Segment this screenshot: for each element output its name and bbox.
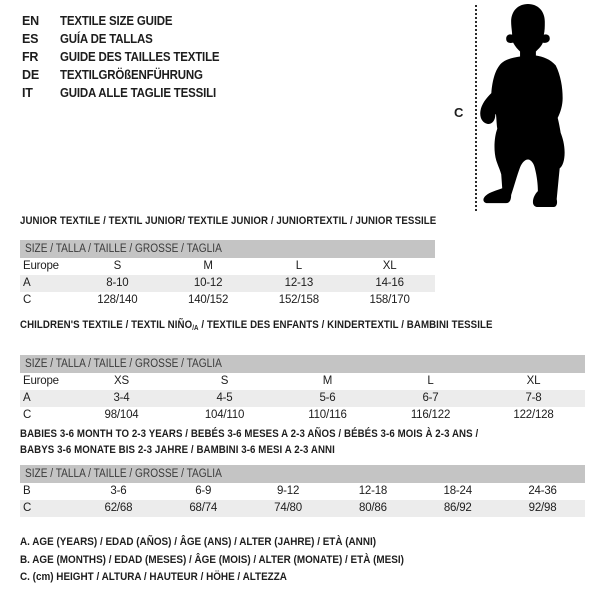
table-row — [20, 390, 585, 407]
row-label: A — [23, 392, 31, 404]
language-label: GUÍA DE TALLAS — [60, 32, 153, 46]
row-label: C — [23, 409, 32, 421]
table-cell: 5-6 — [319, 392, 336, 404]
row-label: Europe — [23, 260, 59, 272]
size-table-header-bar — [20, 465, 585, 483]
table-cell: 110/116 — [308, 409, 347, 421]
table-cell: 4-5 — [216, 392, 233, 404]
table-cell: 74/80 — [274, 502, 302, 514]
language-label: GUIDA ALLE TAGLIE TESSILI — [60, 86, 216, 100]
table-row — [20, 500, 585, 517]
table-cell: L — [295, 260, 302, 272]
row-label: Europe — [23, 375, 59, 387]
footnote-line: A. AGE (YEARS) / EDAD (AÑOS) / ÂGE (ANS) / ALTER (JAHRE) / ETÀ (ANNI) — [20, 536, 377, 548]
footnotes — [20, 534, 447, 587]
language-label: GUIDE DES TAILLES TEXTILE — [60, 50, 220, 64]
language-label: TEXTILGRÖßENFÜHRUNG — [60, 68, 203, 82]
section-title — [20, 426, 517, 442]
table-cell: 10-12 — [193, 277, 223, 289]
table-cell: 62/68 — [104, 502, 133, 514]
size-table-header-label: SIZE / TALLA / TAILLE / GRÖSSE / TAGLIA — [25, 358, 222, 370]
size-table-header-label: SIZE / TALLA / TAILLE / GRÖSSE / TAGLIA — [25, 468, 222, 480]
language-code: IT — [22, 86, 33, 100]
table-cell: S — [113, 260, 122, 272]
table-cell: 24-36 — [528, 485, 557, 497]
size-table-header-label: SIZE / TALLA / TAILLE / GRÖSSE / TAGLIA — [25, 243, 222, 255]
baby-figure — [440, 0, 600, 215]
section-title-text: BABYS 3-6 MONATE BIS 2-3 JAHRE / BAMBINI 3-6 MESI A 2-3 ANNI — [20, 444, 335, 456]
table-cell: 80/86 — [359, 502, 387, 514]
table-row — [20, 407, 585, 424]
section-title-text: / TEXTILE DES ENFANTS / KINDERTEXTIL / BAMBINI TESSILE — [198, 319, 493, 331]
table-cell: 9-12 — [276, 485, 300, 497]
table-cell: 8-10 — [106, 277, 129, 289]
table-cell: 158/170 — [369, 294, 410, 306]
size-table-header-bar — [20, 355, 585, 373]
table-cell: XL — [526, 375, 541, 387]
table-row — [20, 483, 585, 500]
size-table-header-bar — [20, 240, 435, 258]
table-cell: 3-6 — [110, 485, 127, 497]
table-cell: 12-18 — [358, 485, 388, 497]
baby-silhouette-icon — [478, 2, 573, 210]
table-cell: M — [203, 260, 213, 272]
table-cell: 152/158 — [278, 294, 319, 306]
row-label: A — [23, 277, 31, 289]
language-code: ES — [22, 32, 39, 46]
footnote-line: C. (cm) HEIGHT / ALTURA / HAUTEUR / HÖHE / ALTEZZA — [20, 571, 287, 583]
section-title-subscript: /A — [192, 325, 199, 332]
row-label: C — [23, 294, 32, 306]
section-title-text: JUNIOR TEXTILE / TEXTIL JUNIOR/ TEXTILE JUNIOR / JUNIORTEXTIL / JUNIOR TESSILE — [20, 215, 437, 227]
section-childrens-textile — [20, 318, 585, 424]
table-cell: L — [427, 375, 434, 387]
table-cell: 68/74 — [189, 502, 218, 514]
size-table — [20, 240, 435, 309]
language-code: DE — [22, 68, 39, 82]
table-row — [20, 275, 435, 292]
table-cell: 104/110 — [204, 409, 245, 421]
section-junior-textile — [20, 214, 435, 309]
table-cell: XS — [114, 375, 129, 387]
table-cell: 6-7 — [422, 392, 439, 404]
language-code: FR — [22, 50, 39, 64]
table-cell: 12-13 — [284, 277, 314, 289]
table-cell: 140/152 — [188, 294, 229, 306]
table-cell: S — [220, 375, 229, 387]
table-cell: 18-24 — [443, 485, 472, 497]
table-cell: 86/92 — [443, 502, 472, 514]
language-row — [22, 84, 233, 102]
section-title-text: CHILDREN'S TEXTILE / TEXTIL NIÑO — [20, 319, 193, 331]
height-measure-label: C — [454, 105, 464, 120]
table-cell: 122/128 — [513, 409, 554, 421]
footnote-line: B. AGE (MONTHS) / EDAD (MESES) / ÂGE (MOIS) / ALTER (MONATE) / ETÀ (MESI) — [20, 553, 404, 566]
table-row — [20, 292, 435, 309]
language-code: EN — [22, 14, 39, 28]
table-cell: 92/98 — [528, 502, 557, 514]
table-cell: 3-4 — [113, 392, 130, 404]
row-label: B — [23, 485, 31, 497]
language-row — [22, 12, 233, 30]
table-cell: XL — [382, 260, 397, 272]
height-measure-line — [475, 5, 477, 211]
language-label: TEXTILE SIZE GUIDE — [60, 14, 173, 28]
row-label: C — [23, 502, 32, 514]
table-row — [20, 258, 435, 275]
section-title — [20, 318, 517, 336]
table-cell: 98/104 — [104, 409, 139, 421]
table-cell: 128/140 — [97, 294, 138, 306]
size-table — [20, 355, 585, 424]
language-list — [22, 12, 233, 102]
section-babies-textile — [20, 426, 585, 517]
table-cell: 7-8 — [525, 392, 542, 404]
section-title — [20, 214, 437, 228]
section-title-text: BABIES 3-6 MONTH TO 2-3 YEARS / BEBÉS 3-6 MESES A 2-3 AÑOS / BÉBÉS 3-6 MOIS À 2-3 ANS / — [20, 428, 479, 440]
size-table — [20, 465, 585, 517]
table-cell: 6-9 — [195, 485, 212, 497]
language-row — [22, 48, 233, 66]
section-title — [20, 442, 517, 458]
table-row — [20, 373, 585, 390]
table-cell: 14-16 — [375, 277, 404, 289]
language-row — [22, 30, 233, 48]
table-cell: M — [322, 375, 333, 387]
language-row — [22, 66, 233, 84]
table-cell: 116/122 — [410, 409, 451, 421]
